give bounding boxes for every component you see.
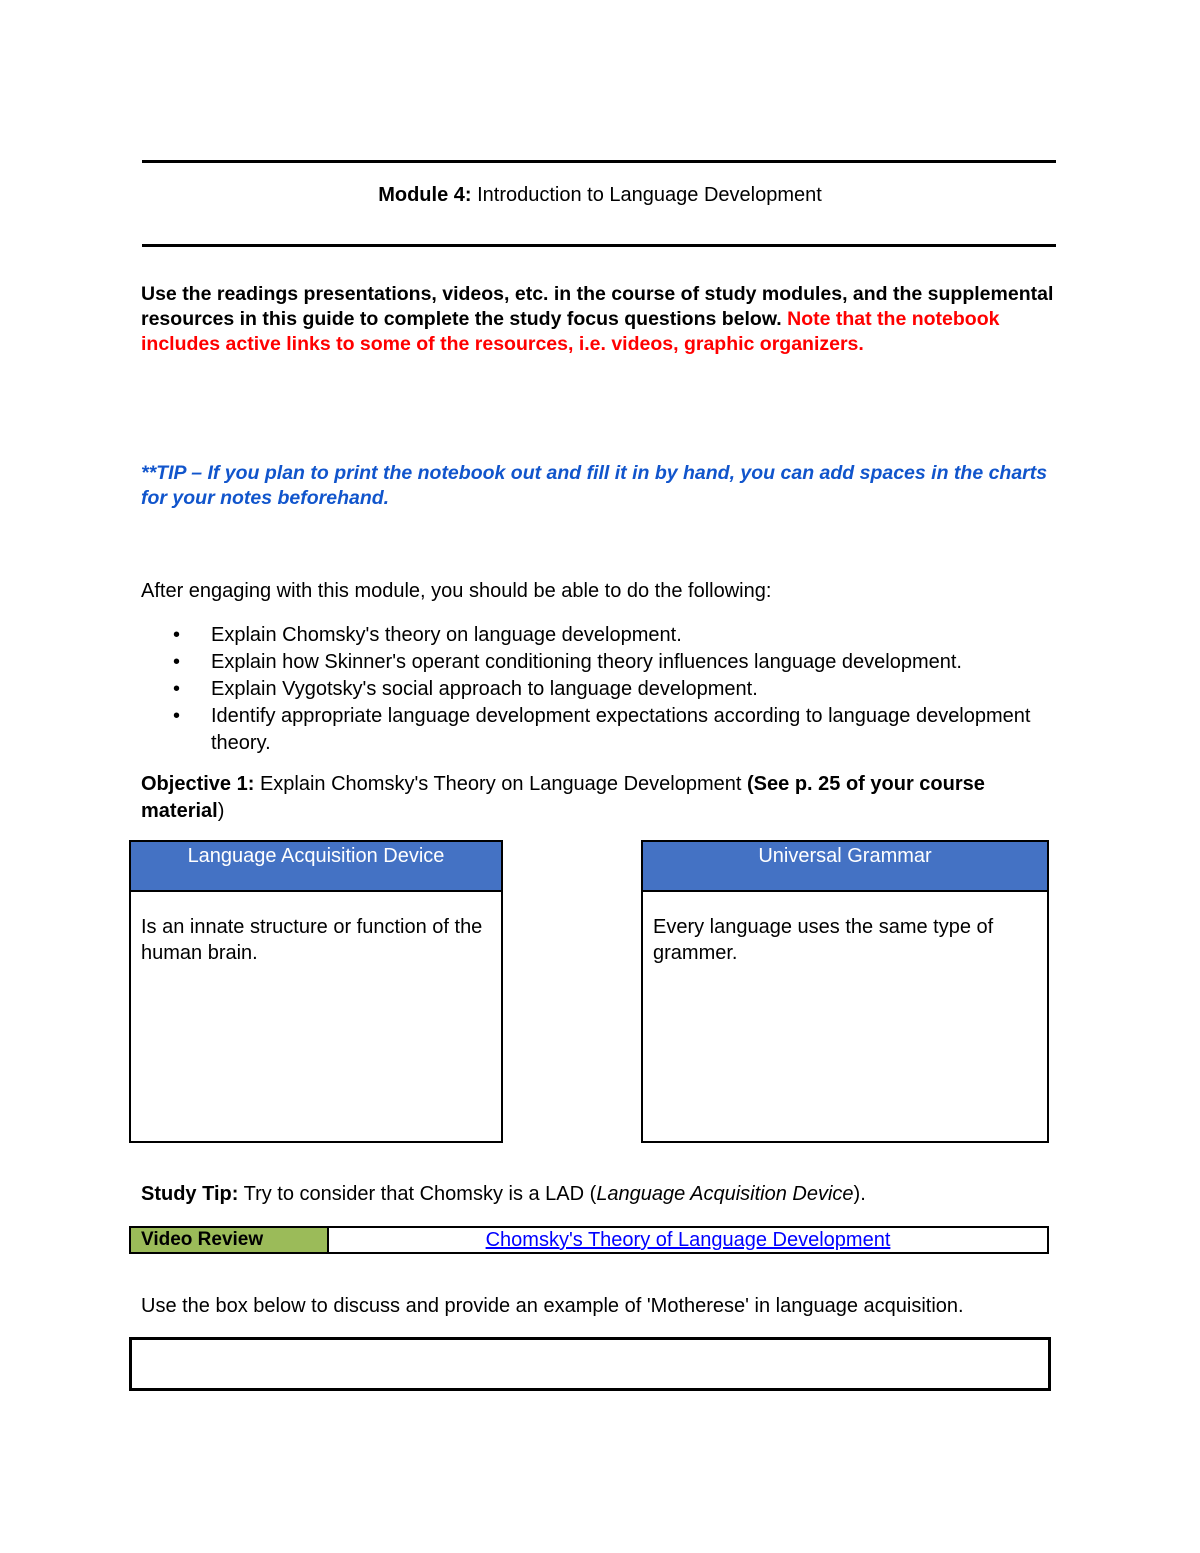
after-engaging-text: After engaging with this module, you should be able to do the following: xyxy=(141,580,772,602)
objective-1-close: ) xyxy=(217,800,225,822)
intro-red-note: Note that the notebook includes active links to some of the resources, i.e. videos, graphic organizers. xyxy=(141,308,1000,355)
tip-paragraph: **TIP – If you plan to print the notebook out and fill it in by hand, you can add spaces in the charts for your notes beforehand. xyxy=(141,462,1048,509)
objective-1-text: Explain Chomsky's Theory on Language Development xyxy=(254,773,748,795)
video-review-label: Video Review xyxy=(131,1228,329,1252)
motherese-answer-box[interactable] xyxy=(129,1337,1051,1391)
list-item: • Identify appropriate language development expectations according to language development theory. xyxy=(141,703,1041,757)
bottom-rule xyxy=(142,244,1056,247)
universal-grammar-box-title: Universal Grammar xyxy=(643,842,1047,892)
study-tip-end: ). xyxy=(853,1183,866,1205)
motherese-prompt: Use the box below to discuss and provide an example of 'Motherese' in language acquisition. xyxy=(141,1295,964,1317)
intro-bold-text: Use the readings presentations, videos, etc. in the course of study modules, and the supplemental resources in this guide to complete the study focus questions below. xyxy=(141,283,1054,330)
study-tip xyxy=(141,1183,866,1206)
list-item: • Explain Vygotsky's social approach to language development. xyxy=(141,676,1041,703)
objective-1-label: Objective 1: xyxy=(141,773,255,795)
universal-grammar-box xyxy=(641,840,1049,1143)
study-tip-text: Try to consider that Chomsky is a LAD ( xyxy=(238,1183,597,1205)
module-title xyxy=(0,184,1200,207)
universal-grammar-box-body[interactable]: Every language uses the same type of grammer. xyxy=(653,916,994,964)
objective-1-heading xyxy=(141,771,1061,825)
top-rule xyxy=(142,160,1056,163)
lad-box xyxy=(129,840,503,1143)
study-tip-italic: Language Acquisition Device xyxy=(596,1183,854,1205)
lad-box-body[interactable]: Is an innate structure or function of the human brain. xyxy=(141,916,483,964)
module-name: Introduction to Language Development xyxy=(471,184,822,206)
objective-1-see-page: (See p. 25 of your course material xyxy=(141,773,985,822)
module-label: Module 4: xyxy=(378,184,472,206)
list-item: • Explain Chomsky's theory on language development. xyxy=(141,622,1041,649)
intro-paragraph xyxy=(141,282,1061,357)
video-review-link[interactable]: Chomsky's Theory of Language Development xyxy=(485,1229,891,1251)
objectives-list xyxy=(141,622,1041,757)
study-tip-label: Study Tip: xyxy=(141,1183,239,1205)
video-review-row xyxy=(129,1226,1049,1254)
lad-box-title: Language Acquisition Device xyxy=(131,842,501,892)
list-item: • Explain how Skinner's operant conditioning theory influences language development. xyxy=(141,649,1041,676)
